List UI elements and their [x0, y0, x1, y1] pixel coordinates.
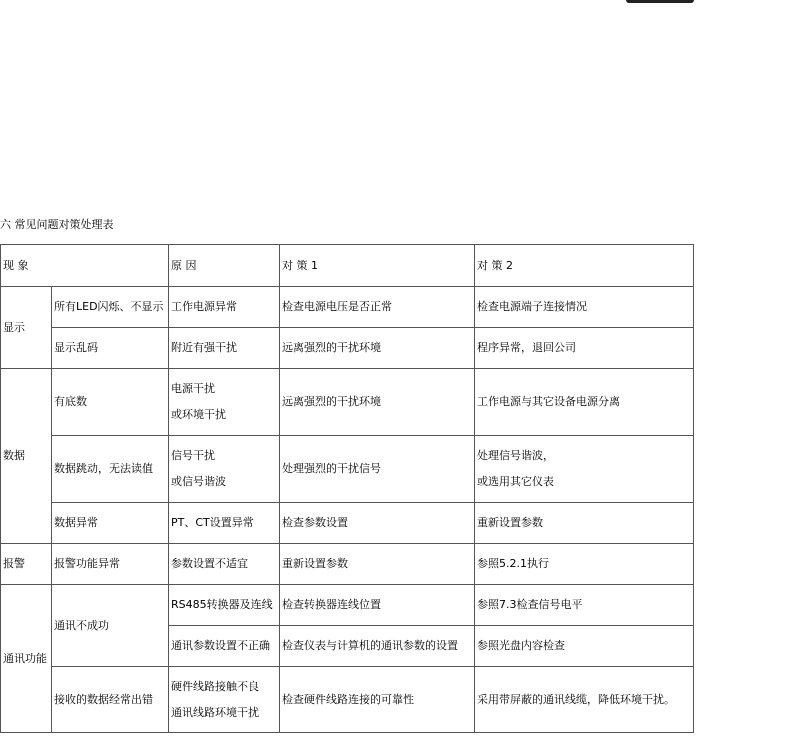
symptom-cell: 显示乱码 — [52, 328, 169, 369]
measure2-cell: 参照5.2.1执行 — [475, 544, 694, 585]
group-comm: 通讯功能 — [1, 585, 52, 733]
symptom-cell: 数据异常 — [52, 503, 169, 544]
cause-line: 通讯线路环境干扰 — [171, 705, 259, 719]
measure2-cell: 程序异常，退回公司 — [475, 328, 694, 369]
measure2-line: 处理信号谐波， — [477, 449, 554, 462]
symptom-cell: 接收的数据经常出错 — [52, 667, 169, 733]
cause-cell — [169, 667, 280, 733]
measure1-cell: 远离强烈的干扰环境 — [280, 328, 475, 369]
measure2-cell: 检查电源端子连接情况 — [475, 287, 694, 328]
symptom-cell: 所有LED闪烁、不显示 — [52, 287, 169, 328]
measure2-cell: 参照光盘内容检查 — [475, 626, 694, 667]
table-row — [1, 585, 694, 626]
measure1-cell: 检查参数设置 — [280, 503, 475, 544]
symptom-cell: 报警功能异常 — [52, 544, 169, 585]
cause-cell: 工作电源异常 — [169, 287, 280, 328]
table-row — [1, 328, 694, 369]
measure1-cell: 远离强烈的干扰环境 — [280, 369, 475, 436]
measure1-cell: 检查电源电压是否正常 — [280, 287, 475, 328]
troubleshooting-table — [0, 244, 694, 733]
header-measure1: 对 策 1 — [280, 245, 475, 287]
symptom-cell: 通讯不成功 — [52, 585, 169, 667]
measure1-cell: 检查转换器连线位置 — [280, 585, 475, 626]
table-row — [1, 287, 694, 328]
measure2-cell — [475, 436, 694, 503]
measure1-cell: 处理强烈的干扰信号 — [280, 436, 475, 503]
measure2-cell: 重新设置参数 — [475, 503, 694, 544]
symptom-cell: 有底数 — [52, 369, 169, 436]
cause-line: 或信号谐波 — [171, 475, 226, 488]
measure2-cell: 参照7.3检查信号电平 — [475, 585, 694, 626]
table-row — [1, 436, 694, 503]
cause-cell — [169, 436, 280, 503]
header-row — [1, 245, 694, 287]
section-title: 六 常见问题对策处理表 — [0, 218, 114, 231]
measure2-cell: 采用带屏蔽的通讯线缆，降低环境干扰。 — [475, 667, 694, 733]
group-data: 数据 — [1, 369, 52, 544]
table-row — [1, 503, 694, 544]
cause-cell: 附近有强干扰 — [169, 328, 280, 369]
cause-cell: RS485转换器及连线 — [169, 585, 280, 626]
table-row — [1, 667, 694, 733]
measure1-cell: 检查硬件线路连接的可靠性 — [280, 667, 475, 733]
header-cause: 原 因 — [169, 245, 280, 287]
cause-line: 电源干扰 — [171, 382, 215, 395]
cause-line: 或环境干扰 — [171, 408, 226, 421]
measure2-line: 或选用其它仪表 — [477, 475, 554, 488]
cause-cell: 参数设置不适宜 — [169, 544, 280, 585]
measure1-cell: 重新设置参数 — [280, 544, 475, 585]
table-row — [1, 369, 694, 436]
cause-line: 信号干扰 — [171, 449, 215, 462]
header-phenomenon: 现 象 — [1, 245, 169, 287]
cause-line: 硬件线路接触不良 — [171, 679, 259, 693]
measure2-cell: 工作电源与其它设备电源分离 — [475, 369, 694, 436]
top-decorative-mark — [626, 0, 694, 3]
cause-cell: 通讯参数设置不正确 — [169, 626, 280, 667]
group-display: 显示 — [1, 287, 52, 369]
table-row — [1, 544, 694, 585]
group-alarm: 报警 — [1, 544, 52, 585]
measure1-cell: 检查仪表与计算机的通讯参数的设置 — [280, 626, 475, 667]
symptom-cell: 数据跳动，无法读值 — [52, 436, 169, 503]
cause-cell: PT、CT设置异常 — [169, 503, 280, 544]
cause-cell — [169, 369, 280, 436]
header-measure2: 对 策 2 — [475, 245, 694, 287]
